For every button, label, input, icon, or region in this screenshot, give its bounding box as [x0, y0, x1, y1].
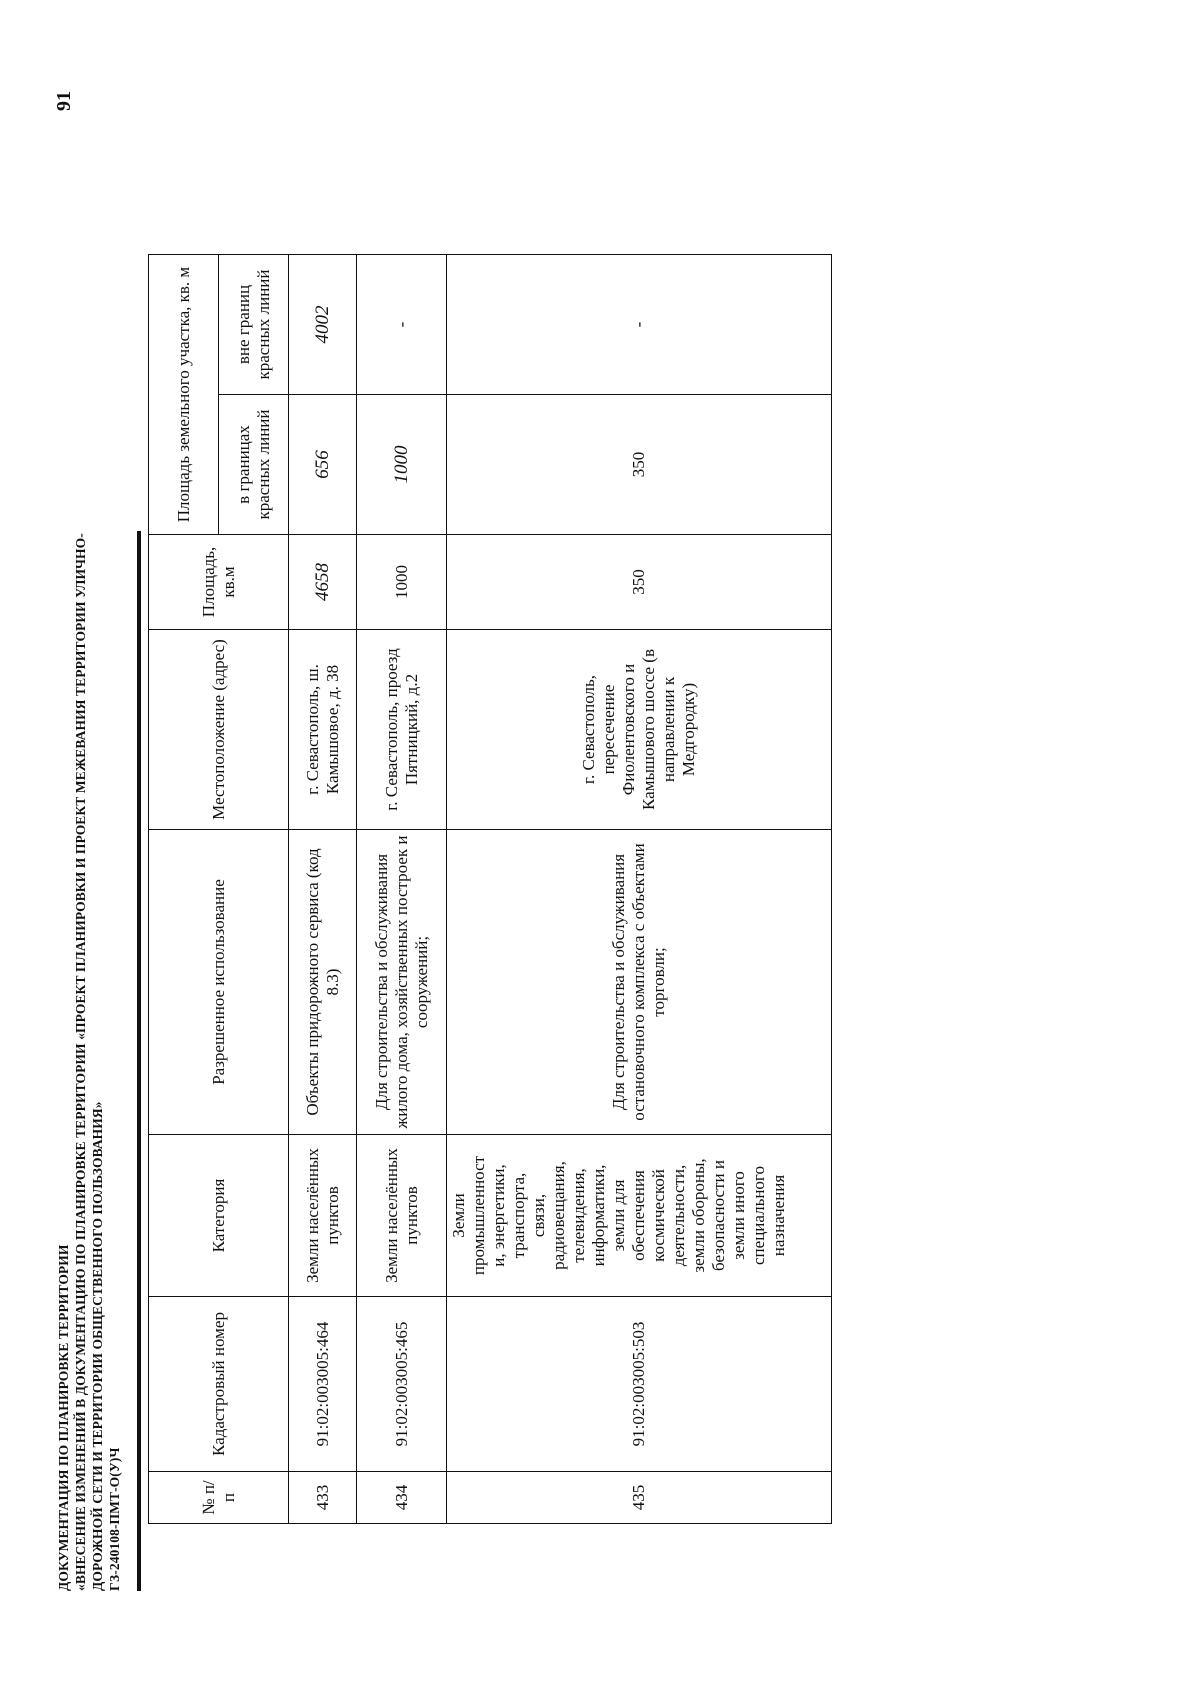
cell-location: г. Севастополь, пересечение Фиолентовского и Камышового шоссе (в направлении к Медгородку): [447, 630, 832, 830]
cell-num: 434: [357, 1472, 447, 1524]
page-number: 91: [53, 91, 75, 111]
category-line: транспорта,: [509, 1172, 528, 1259]
header-line-4: ГЗ-240108-ПМТ-О(У)Ч: [107, 1447, 122, 1591]
category-line: промышленност: [469, 1155, 488, 1276]
col-header-within-red-lines: в границах красных линий: [219, 395, 289, 535]
cell-within-red-lines: 656: [289, 395, 357, 535]
cell-category: [447, 1135, 832, 1297]
col-header-permitted-use: Разрешенное использование: [149, 830, 289, 1135]
document-header: [55, 91, 123, 1591]
cell-num: 433: [289, 1472, 357, 1524]
cell-outside-red-lines: -: [357, 255, 447, 395]
table-row: [447, 255, 832, 1524]
category-line: деятельности,: [669, 1164, 688, 1267]
col-header-num: № п/п: [149, 1472, 289, 1524]
header-line-3: ДОРОЖНОЙ СЕТИ И ТЕРРИТОРИИ ОБЩЕСТВЕННОГО ПОЛЬЗОВАНИЯ»: [90, 1101, 105, 1591]
category-line: радиовещания,: [549, 1161, 568, 1270]
cell-permitted-use: Объекты придорожного сервиса (код 8.3): [289, 830, 357, 1135]
table-header-row: [149, 255, 219, 1524]
category-line: связи,: [529, 1193, 548, 1238]
cell-area: 350: [447, 535, 832, 630]
cell-within-red-lines: 1000: [357, 395, 447, 535]
col-header-outside-red-lines: вне границ красных линий: [219, 255, 289, 395]
category-line: космической: [649, 1169, 668, 1262]
cell-permitted-use: Для строительства и обслуживания жилого дома, хозяйственных построек и сооружений;: [357, 830, 447, 1135]
header-divider: [137, 531, 141, 1591]
col-header-area: Площадь, кв.м: [149, 535, 289, 630]
col-header-category: Категория: [149, 1135, 289, 1297]
category-line: обеспечения: [629, 1170, 648, 1261]
cell-cadastral: 91:02:003005:465: [357, 1297, 447, 1472]
cell-area: 1000: [357, 535, 447, 630]
table-row: [357, 255, 447, 1524]
cell-num: 435: [447, 1472, 832, 1524]
category-line: земли обороны,: [689, 1158, 708, 1273]
cell-within-red-lines: 350: [447, 395, 832, 535]
category-line: телевидения,: [569, 1168, 588, 1263]
cell-cadastral: 91:02:003005:503: [447, 1297, 832, 1472]
cell-permitted-use: Для строительства и обслуживания остановочного комплекса с объектами торговли;: [447, 830, 832, 1135]
category-line: земли для: [609, 1179, 628, 1252]
col-header-cadastral: Кадастровый номер: [149, 1297, 289, 1472]
cell-outside-red-lines: -: [447, 255, 832, 395]
cell-outside-red-lines: 4002: [289, 255, 357, 395]
cell-category: Земли населённых пунктов: [289, 1135, 357, 1297]
category-line: и, энергетики,: [489, 1164, 508, 1267]
cell-cadastral: 91:02:003005:464: [289, 1297, 357, 1472]
col-header-plot-area-group: Площадь земельного участка, кв. м: [149, 255, 219, 535]
category-line: информатики,: [589, 1164, 608, 1267]
category-line: земли иного: [729, 1171, 748, 1260]
land-plots-table: [148, 254, 832, 1524]
table-row: [289, 255, 357, 1524]
category-line: безопасности и: [709, 1160, 728, 1271]
cell-area: 4658: [289, 535, 357, 630]
cell-location: г. Севастополь, ш. Камышовое, д. 38: [289, 630, 357, 830]
cell-category: Земли населённых пунктов: [357, 1135, 447, 1297]
cell-location: г. Севастополь, проезд Пятницкий, д.2: [357, 630, 447, 830]
header-line-2: «ВНЕСЕНИЕ ИЗМЕНЕНИЙ В ДОКУМЕНТАЦИЮ ПО ПЛАНИРОВКЕ ТЕРРИТОРИИ «ПРОЕКТ ПЛАНИРОВКИ И ПРОЕКТ МЕЖЕВАНИЯ ТЕРРИТОРИИ УЛИЧНО-: [73, 533, 88, 1591]
col-header-location: Местоположение (адрес): [149, 630, 289, 830]
category-line: Земли: [449, 1193, 468, 1238]
header-line-1: ДОКУМЕНТАЦИЯ ПО ПЛАНИРОВКЕ ТЕРРИТОРИИ: [56, 1244, 71, 1591]
category-line: специального: [749, 1166, 768, 1265]
category-line: назначения: [769, 1174, 788, 1257]
